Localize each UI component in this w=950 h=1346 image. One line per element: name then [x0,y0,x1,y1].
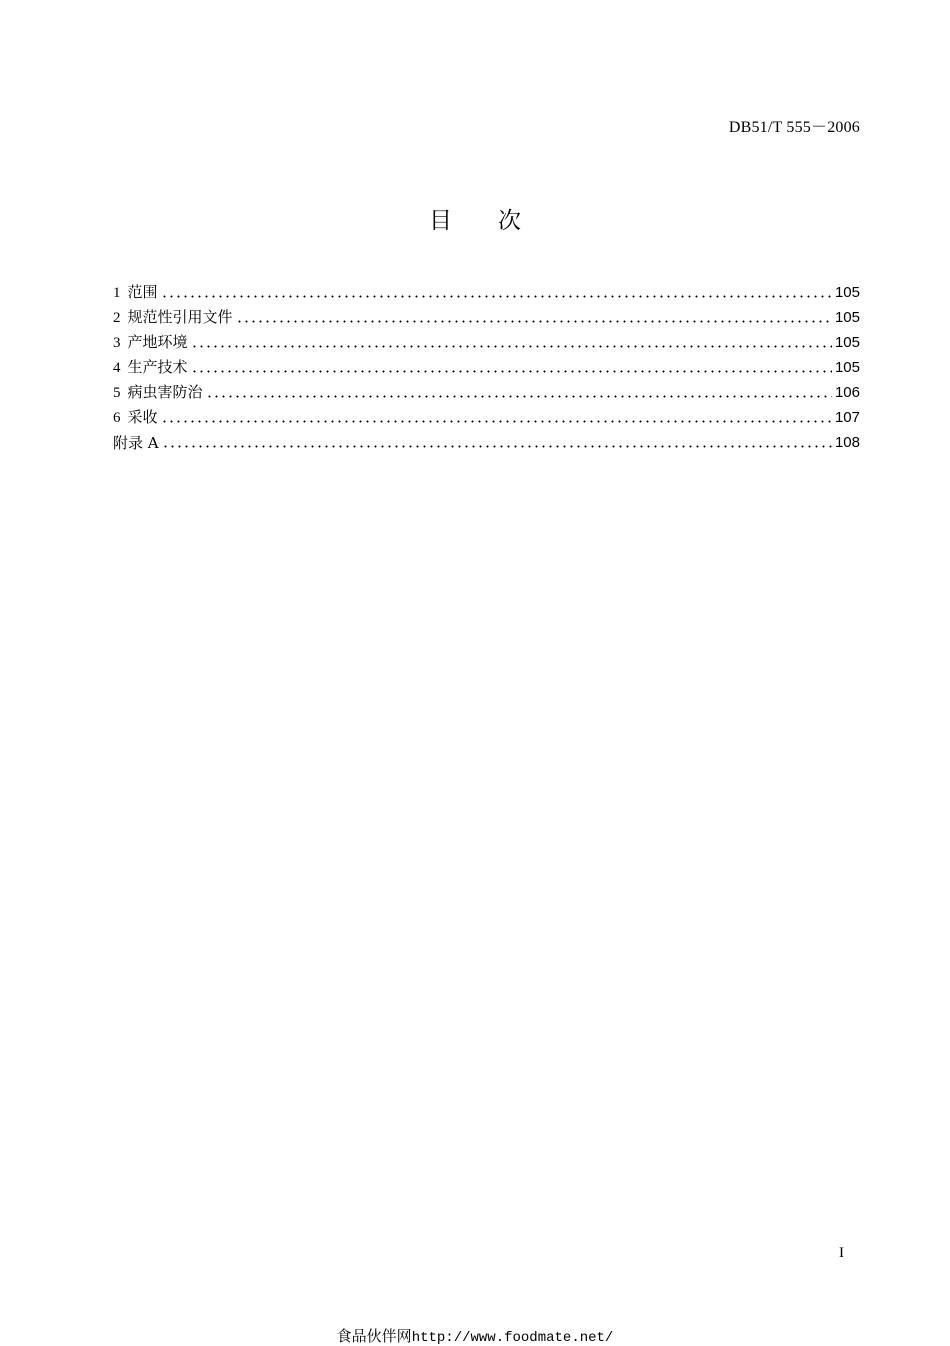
toc-entry-label [113,381,203,404]
toc-entry-number: 1 [113,285,121,301]
footer-watermark [0,1325,950,1346]
table-of-contents [113,279,860,454]
footer-site-name: 食品伙伴网 [336,1327,412,1345]
toc-entry-label [113,356,188,379]
page-number: I [839,1245,844,1261]
toc-entry-scope[interactable] [113,279,860,304]
toc-entry-text: 病虫害防治 [127,383,203,401]
toc-entry-text: 附录 A [113,434,159,452]
toc-entry-harvest[interactable] [113,404,860,429]
toc-entry-label [113,306,233,329]
toc-entry-text: 产地环境 [127,333,188,351]
toc-entry-number: 4 [113,360,121,376]
toc-entry-environment[interactable] [113,329,860,354]
toc-entry-page: 106 [834,384,860,401]
toc-entry-number: 6 [113,410,121,426]
toc-entry-page: 105 [834,359,860,376]
toc-dot-leader [191,345,832,348]
toc-entry-label [113,331,188,354]
toc-entry-page: 108 [834,434,860,451]
toc-entry-text: 规范性引用文件 [127,308,233,326]
toc-entry-label [113,432,159,454]
toc-entry-page: 105 [834,309,860,326]
toc-entry-label [113,406,158,429]
toc-dot-leader [161,420,832,423]
toc-dot-leader [162,445,832,448]
toc-dot-leader [161,295,832,298]
document-code: DB51/T 555－2006 [728,119,860,136]
page-title: 目 次 [429,208,521,234]
toc-entry-text: 采收 [127,408,158,426]
toc-entry-label [113,281,158,304]
toc-entry-page: 105 [834,284,860,301]
toc-entry-text: 生产技术 [127,358,188,376]
toc-entry-page: 107 [834,409,860,426]
toc-dot-leader [236,320,832,323]
toc-entry-number: 3 [113,335,121,351]
toc-entry-normative-references[interactable] [113,304,860,329]
toc-dot-leader [191,370,832,373]
toc-entry-number: 2 [113,310,121,326]
toc-entry-pest-control[interactable] [113,379,860,404]
footer-url[interactable]: http://www.foodmate.net/ [411,1330,614,1346]
toc-entry-number: 5 [113,385,121,401]
toc-entry-production-technique[interactable] [113,354,860,379]
toc-entry-page: 105 [834,334,860,351]
toc-entry-appendix-a[interactable] [113,429,860,454]
toc-entry-text: 范围 [127,283,158,301]
toc-dot-leader [206,395,832,398]
